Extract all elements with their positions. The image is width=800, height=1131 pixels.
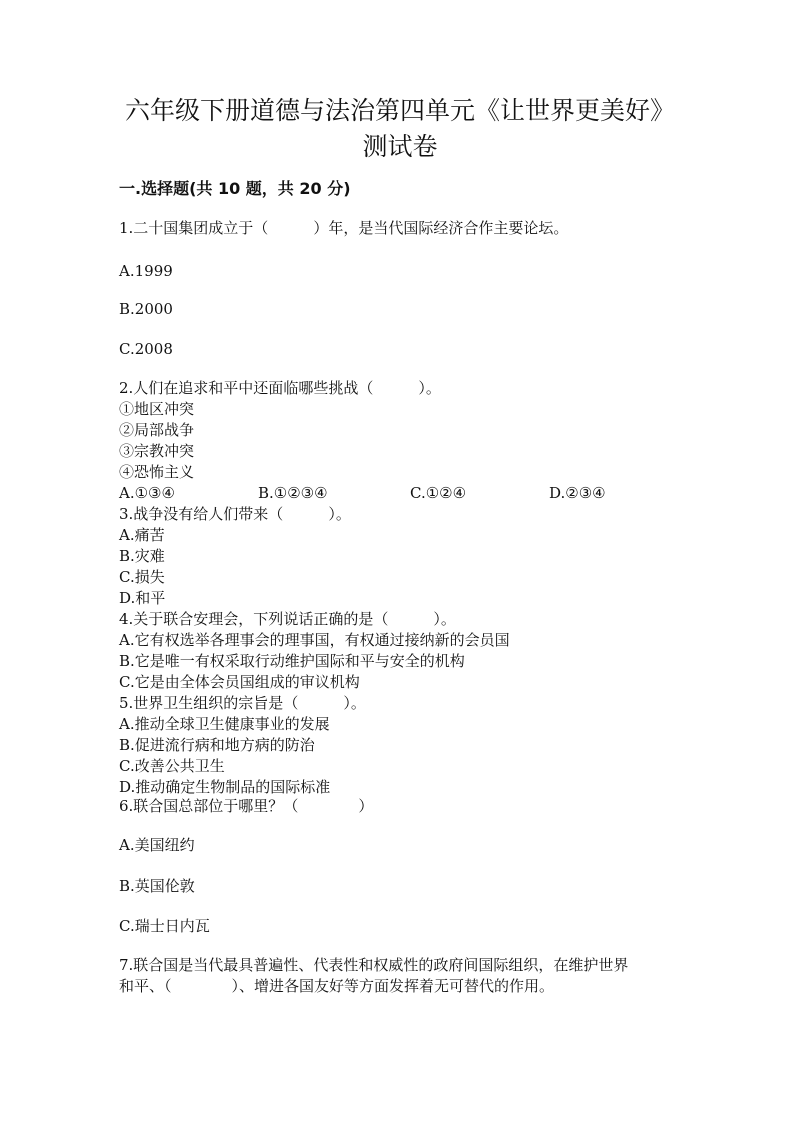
question-6-stem: 6.联合国总部位于哪里？（ ） — [119, 797, 374, 815]
question-2-item-3: ③宗教冲突 — [119, 442, 195, 460]
question-5-option-a: A.推动全球卫生健康事业的发展 — [119, 715, 330, 733]
question-5-option-c: C.改善公共卫生 — [119, 757, 225, 775]
question-5-option-b: B.促进流行病和地方病的防治 — [119, 736, 315, 754]
question-3-option-c: C.损失 — [119, 568, 165, 586]
question-4-stem: 4.关于联合安理会，下列说话正确的是（ ）。 — [119, 610, 456, 628]
question-6-option-c: C.瑞士日内瓦 — [119, 917, 210, 935]
question-4-option-c: C.它是由全体会员国组成的审议机构 — [119, 673, 360, 691]
question-7-stem-line2: 和平、（ ）、增进各国友好等方面发挥着无可替代的作用。 — [119, 977, 555, 995]
question-1-stem: 1.二十国集团成立于（ ）年，是当代国际经济合作主要论坛。 — [119, 219, 569, 237]
question-6-option-b: B.英国伦敦 — [119, 877, 195, 895]
exam-title-line2: 测试卷 — [362, 132, 438, 161]
question-2-item-2: ②局部战争 — [119, 421, 195, 439]
exam-title-line1: 六年级下册道德与法治第四单元《让世界更美好》 — [124, 96, 675, 125]
question-2-option-b: B.①②③④ — [258, 484, 328, 502]
question-2-item-1: ①地区冲突 — [119, 400, 195, 418]
section-heading: 一.选择题(共 10 题，共 20 分) — [119, 179, 351, 198]
question-3-option-b: B.灾难 — [119, 547, 165, 565]
question-5-stem: 5.世界卫生组织的宗旨是（ ）。 — [119, 694, 366, 712]
question-2-option-d: D.②③④ — [549, 484, 606, 502]
question-4-option-a: A.它有权选举各理事会的理事国，有权通过接纳新的会员国 — [119, 631, 510, 649]
question-6-option-a: A.美国纽约 — [119, 836, 195, 854]
question-3-stem: 3.战争没有给人们带来（ ）。 — [119, 505, 351, 523]
question-1-option-b: B.2000 — [119, 300, 173, 318]
question-3-option-a: A.痛苦 — [119, 526, 165, 544]
question-1-option-a: A.1999 — [119, 262, 173, 280]
question-2-option-c: C.①②④ — [410, 484, 467, 502]
question-7-stem-line1: 7.联合国是当代最具普遍性、代表性和权威性的政府间国际组织，在维护世界 — [119, 956, 629, 974]
question-5-option-d: D.推动确定生物制品的国际标准 — [119, 778, 331, 796]
question-1-option-c: C.2008 — [119, 340, 173, 358]
question-2-stem: 2.人们在追求和平中还面临哪些挑战（ ）。 — [119, 379, 441, 397]
question-2-option-a: A.①③④ — [119, 484, 175, 502]
question-3-option-d: D.和平 — [119, 589, 166, 607]
question-4-option-b: B.它是唯一有权采取行动维护国际和平与安全的机构 — [119, 652, 465, 670]
question-2-item-4: ④恐怖主义 — [119, 463, 195, 481]
